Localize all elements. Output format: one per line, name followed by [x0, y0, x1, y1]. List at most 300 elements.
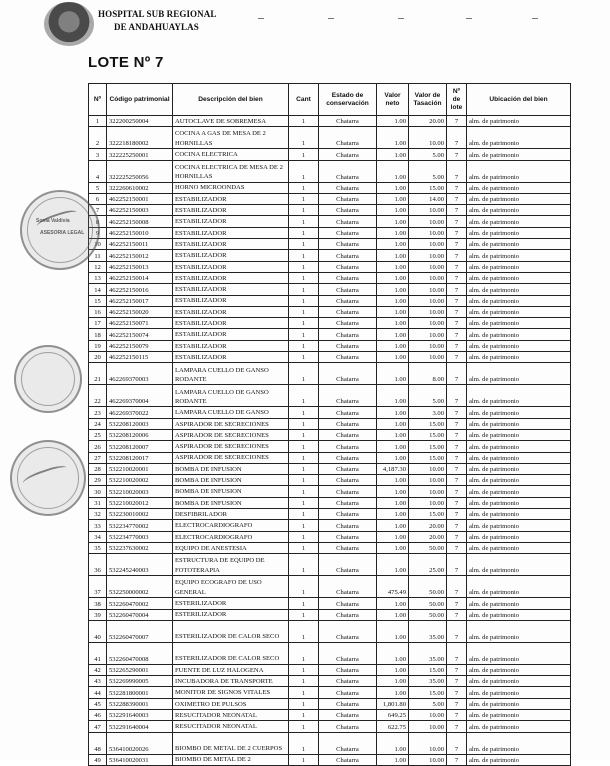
cell-appraisal-value: 10.00: [409, 754, 447, 765]
cell-condition: Chatarra: [319, 205, 377, 216]
cell-quantity: 1: [289, 116, 319, 127]
cell-description: COCINA A GAS DE MESA DE 2 HORNILLAS: [173, 127, 289, 149]
cell-net-value: 622.75: [377, 721, 409, 732]
cell-code: 532234770002: [107, 520, 173, 531]
cell-lot-number: 7: [447, 429, 467, 440]
cell-net-value: 4,187.30: [377, 463, 409, 474]
cell-condition: Chatarra: [319, 284, 377, 295]
table-row: [89, 250, 571, 261]
cell-lot-number: 7: [447, 452, 467, 463]
cell-description: MONITOR DE SIGNOS VITALES: [173, 687, 289, 698]
cell-condition: Chatarra: [319, 732, 377, 754]
cell-condition: Chatarra: [319, 486, 377, 497]
table-row: [89, 441, 571, 452]
cell-appraisal-value: 10.00: [409, 709, 447, 720]
cell-lot-number: 7: [447, 250, 467, 261]
table-row: [89, 329, 571, 340]
cell-lot-number: 7: [447, 205, 467, 216]
header-mark: [328, 18, 334, 19]
cell-condition: Chatarra: [319, 272, 377, 283]
table-row: [89, 205, 571, 216]
cell-quantity: 1: [289, 182, 319, 193]
cell-number: 11: [89, 250, 107, 261]
cell-code: 532260470004: [107, 609, 173, 620]
cell-appraisal-value: 5.00: [409, 149, 447, 160]
table-header-row: [89, 84, 571, 116]
cell-number: 22: [89, 385, 107, 407]
lot-title: LOTE Nº 7: [88, 54, 164, 71]
cell-net-value: 1.00: [377, 754, 409, 765]
cell-code: 532237630002: [107, 542, 173, 553]
cell-net-value: 1.00: [377, 687, 409, 698]
cell-number: 9: [89, 227, 107, 238]
cell-net-value: 1.00: [377, 609, 409, 620]
cell-net-value: 1.00: [377, 352, 409, 363]
cell-quantity: 1: [289, 227, 319, 238]
cell-appraisal-value: 10.00: [409, 486, 447, 497]
cell-code: 322218180002: [107, 127, 173, 149]
table-row: [89, 352, 571, 363]
cell-description: ESTABILIZADOR: [173, 250, 289, 261]
cell-location: alm. de patrimonio: [467, 306, 571, 317]
cell-net-value: 1.00: [377, 520, 409, 531]
cell-quantity: 1: [289, 509, 319, 520]
table-row: [89, 227, 571, 238]
cell-location: alm. de patrimonio: [467, 284, 571, 295]
cell-net-value: 1.00: [377, 284, 409, 295]
cell-condition: Chatarra: [319, 463, 377, 474]
cell-net-value: 1.00: [377, 531, 409, 542]
cell-number: 27: [89, 452, 107, 463]
col-header-description: Descripción del bien: [173, 84, 289, 116]
cell-lot-number: 7: [447, 160, 467, 182]
cell-net-value: 1.00: [377, 598, 409, 609]
cell-quantity: 1: [289, 486, 319, 497]
cell-condition: Chatarra: [319, 664, 377, 675]
cell-lot-number: 7: [447, 352, 467, 363]
cell-location: alm. de patrimonio: [467, 149, 571, 160]
cell-code: 532210020002: [107, 475, 173, 486]
cell-number: 16: [89, 306, 107, 317]
cell-description: ESTRUCTURA DE EQUIPO DE FOTOTERAPIA: [173, 554, 289, 576]
cell-condition: Chatarra: [319, 160, 377, 182]
cell-number: 32: [89, 509, 107, 520]
cell-description: ESTABILIZADOR: [173, 193, 289, 204]
cell-location: alm. de patrimonio: [467, 531, 571, 542]
cell-number: 47: [89, 721, 107, 732]
cell-code: 462252150115: [107, 352, 173, 363]
cell-quantity: 1: [289, 709, 319, 720]
cell-description: ESTERILIZADOR DE CALOR SECO: [173, 620, 289, 642]
cell-lot-number: 7: [447, 418, 467, 429]
cell-net-value: 1.00: [377, 676, 409, 687]
cell-net-value: 1.00: [377, 554, 409, 576]
table-row: [89, 193, 571, 204]
cell-appraisal-value: 15.00: [409, 441, 447, 452]
table-row: [89, 698, 571, 709]
cell-description: ESTABILIZADOR: [173, 261, 289, 272]
cell-location: alm. de patrimonio: [467, 340, 571, 351]
inventory-table: [88, 83, 571, 766]
table-row: [89, 687, 571, 698]
cell-description: BOMBA DE INFUSION: [173, 497, 289, 508]
cell-condition: Chatarra: [319, 250, 377, 261]
hospital-name-line1: HOSPITAL SUB REGIONAL: [98, 9, 217, 19]
table-row: [89, 520, 571, 531]
cell-appraisal-value: 10.00: [409, 295, 447, 306]
cell-quantity: 1: [289, 318, 319, 329]
cell-description: ESTABILIZADOR: [173, 318, 289, 329]
cell-appraisal-value: 15.00: [409, 687, 447, 698]
cell-quantity: 1: [289, 340, 319, 351]
cell-code: 462252150001: [107, 193, 173, 204]
cell-location: alm. de patrimonio: [467, 127, 571, 149]
cell-number: 42: [89, 664, 107, 675]
cell-code: 462252150003: [107, 205, 173, 216]
cell-appraisal-value: 25.00: [409, 554, 447, 576]
cell-appraisal-value: 10.00: [409, 205, 447, 216]
cell-condition: Chatarra: [319, 754, 377, 765]
cell-lot-number: 7: [447, 520, 467, 531]
cell-condition: Chatarra: [319, 116, 377, 127]
header-mark: [258, 18, 264, 19]
cell-number: 29: [89, 475, 107, 486]
cell-condition: Chatarra: [319, 182, 377, 193]
cell-code: 322200250004: [107, 116, 173, 127]
cell-number: 26: [89, 441, 107, 452]
cell-net-value: 1.00: [377, 160, 409, 182]
cell-code: 532250000002: [107, 576, 173, 598]
table-row: [89, 721, 571, 732]
cell-condition: Chatarra: [319, 407, 377, 418]
cell-quantity: 1: [289, 497, 319, 508]
cell-number: 45: [89, 698, 107, 709]
cell-location: alm. de patrimonio: [467, 509, 571, 520]
cell-lot-number: 7: [447, 261, 467, 272]
cell-location: alm. de patrimonio: [467, 363, 571, 385]
cell-condition: Chatarra: [319, 520, 377, 531]
cell-appraisal-value: 10.00: [409, 239, 447, 250]
cell-quantity: 1: [289, 193, 319, 204]
cell-net-value: 1.00: [377, 193, 409, 204]
cell-number: 30: [89, 486, 107, 497]
cell-code: 532210020012: [107, 497, 173, 508]
cell-location: alm. de patrimonio: [467, 418, 571, 429]
cell-description: LAMPARA CUELLO DE GANSO: [173, 407, 289, 418]
cell-lot-number: 7: [447, 754, 467, 765]
cell-number: 3: [89, 149, 107, 160]
seal-role: ASESORIA LEGAL: [40, 230, 85, 236]
cell-net-value: 1.00: [377, 664, 409, 675]
table-row: [89, 509, 571, 520]
cell-lot-number: 7: [447, 463, 467, 474]
table-row: [89, 531, 571, 542]
cell-location: alm. de patrimonio: [467, 554, 571, 576]
cell-quantity: 1: [289, 272, 319, 283]
seal-name: Sonia Valdivia: [36, 218, 70, 224]
cell-location: alm. de patrimonio: [467, 182, 571, 193]
col-header-code: Código patrimonial: [107, 84, 173, 116]
cell-lot-number: 7: [447, 227, 467, 238]
cell-code: 532208120003: [107, 418, 173, 429]
table-row: [89, 340, 571, 351]
cell-description: DESFIBRILADOR: [173, 509, 289, 520]
cell-location: alm. de patrimonio: [467, 216, 571, 227]
cell-description: ESTABILIZADOR: [173, 329, 289, 340]
cell-condition: Chatarra: [319, 620, 377, 642]
header-mark: [532, 18, 538, 19]
table-row: [89, 407, 571, 418]
cell-quantity: 1: [289, 407, 319, 418]
cell-net-value: 1.00: [377, 182, 409, 193]
cell-code: 462252150014: [107, 272, 173, 283]
cell-condition: Chatarra: [319, 385, 377, 407]
cell-code: 532210020003: [107, 486, 173, 497]
cell-quantity: 1: [289, 352, 319, 363]
cell-code: 462252150074: [107, 329, 173, 340]
cell-condition: Chatarra: [319, 542, 377, 553]
cell-lot-number: 7: [447, 497, 467, 508]
cell-lot-number: 7: [447, 216, 467, 227]
cell-lot-number: 7: [447, 385, 467, 407]
cell-condition: Chatarra: [319, 709, 377, 720]
cell-quantity: 1: [289, 576, 319, 598]
cell-condition: Chatarra: [319, 216, 377, 227]
cell-number: 23: [89, 407, 107, 418]
cell-location: alm. de patrimonio: [467, 497, 571, 508]
cell-lot-number: 7: [447, 284, 467, 295]
cell-net-value: 1.00: [377, 205, 409, 216]
cell-code: 462252150079: [107, 340, 173, 351]
cell-net-value: 1.00: [377, 363, 409, 385]
cell-quantity: 1: [289, 250, 319, 261]
cell-code: 532288390001: [107, 698, 173, 709]
cell-quantity: 1: [289, 160, 319, 182]
cell-lot-number: 7: [447, 709, 467, 720]
cell-location: alm. de patrimonio: [467, 193, 571, 204]
cell-number: 37: [89, 576, 107, 598]
cell-location: alm. de patrimonio: [467, 295, 571, 306]
hospital-logo: [44, 2, 94, 46]
cell-code: 532208120007: [107, 441, 173, 452]
cell-code: 462252150008: [107, 216, 173, 227]
table-row: [89, 620, 571, 642]
cell-appraisal-value: 5.00: [409, 385, 447, 407]
cell-number: 35: [89, 542, 107, 553]
cell-number: 5: [89, 182, 107, 193]
cell-appraisal-value: 15.00: [409, 418, 447, 429]
cell-quantity: 1: [289, 698, 319, 709]
cell-appraisal-value: 10.00: [409, 329, 447, 340]
cell-condition: Chatarra: [319, 609, 377, 620]
cell-lot-number: 7: [447, 598, 467, 609]
cell-quantity: 1: [289, 429, 319, 440]
cell-lot-number: 7: [447, 509, 467, 520]
cell-location: alm. de patrimonio: [467, 385, 571, 407]
cell-description: ASPIRADOR DE SECRECIONES: [173, 418, 289, 429]
cell-number: 25: [89, 429, 107, 440]
cell-quantity: 1: [289, 609, 319, 620]
cell-location: alm. de patrimonio: [467, 272, 571, 283]
cell-condition: Chatarra: [319, 329, 377, 340]
cell-location: alm. de patrimonio: [467, 664, 571, 675]
cell-lot-number: 7: [447, 407, 467, 418]
cell-location: alm. de patrimonio: [467, 642, 571, 664]
cell-quantity: 1: [289, 598, 319, 609]
cell-lot-number: 7: [447, 576, 467, 598]
cell-condition: Chatarra: [319, 306, 377, 317]
cell-quantity: 1: [289, 554, 319, 576]
cell-number: 31: [89, 497, 107, 508]
cell-net-value: 1.00: [377, 475, 409, 486]
cell-appraisal-value: 14.00: [409, 193, 447, 204]
cell-description: ESTABILIZADOR: [173, 306, 289, 317]
cell-description: ESTABILIZADOR: [173, 340, 289, 351]
cell-appraisal-value: 20.00: [409, 116, 447, 127]
cell-quantity: 1: [289, 284, 319, 295]
cell-lot-number: 7: [447, 182, 467, 193]
col-header-quantity: Cant: [289, 84, 319, 116]
cell-condition: Chatarra: [319, 475, 377, 486]
cell-net-value: 1,801.80: [377, 698, 409, 709]
cell-code: 532260470008: [107, 642, 173, 664]
cell-net-value: 1.00: [377, 329, 409, 340]
cell-number: 36: [89, 554, 107, 576]
table-row: [89, 554, 571, 576]
cell-description: HORNO MICROONDAS: [173, 182, 289, 193]
cell-quantity: 1: [289, 664, 319, 675]
cell-net-value: 1.00: [377, 542, 409, 553]
cell-appraisal-value: 20.00: [409, 520, 447, 531]
cell-number: 41: [89, 642, 107, 664]
cell-number: 4: [89, 160, 107, 182]
cell-appraisal-value: 50.00: [409, 542, 447, 553]
cell-location: alm. de patrimonio: [467, 475, 571, 486]
cell-quantity: 1: [289, 463, 319, 474]
cell-number: 28: [89, 463, 107, 474]
cell-code: 322225250001: [107, 149, 173, 160]
cell-quantity: 1: [289, 216, 319, 227]
cell-location: alm. de patrimonio: [467, 463, 571, 474]
cell-lot-number: 7: [447, 340, 467, 351]
cell-location: alm. de patrimonio: [467, 576, 571, 598]
cell-description: ESTERILIZADOR: [173, 598, 289, 609]
cell-description: ESTABILIZADOR: [173, 272, 289, 283]
cell-lot-number: 7: [447, 542, 467, 553]
cell-location: alm. de patrimonio: [467, 429, 571, 440]
cell-location: alm. de patrimonio: [467, 709, 571, 720]
cell-code: 462269370022: [107, 407, 173, 418]
cell-lot-number: 7: [447, 475, 467, 486]
table-row: [89, 182, 571, 193]
cell-net-value: 1.00: [377, 295, 409, 306]
cell-description: ASPIRADOR DE SECRECIONES: [173, 441, 289, 452]
cell-quantity: 1: [289, 385, 319, 407]
cell-location: alm. de patrimonio: [467, 250, 571, 261]
cell-number: 33: [89, 520, 107, 531]
cell-description: ESTABILIZADOR: [173, 239, 289, 250]
table-row: [89, 149, 571, 160]
cell-code: 462252150020: [107, 306, 173, 317]
cell-description: EQUIPO DE ANESTESIA: [173, 542, 289, 553]
cell-code: 532265290001: [107, 664, 173, 675]
table-row: [89, 486, 571, 497]
cell-condition: Chatarra: [319, 227, 377, 238]
cell-quantity: 1: [289, 441, 319, 452]
col-header-net-value: Valor neto: [377, 84, 409, 116]
cell-net-value: 1.00: [377, 620, 409, 642]
cell-net-value: 1.00: [377, 509, 409, 520]
table-row: [89, 160, 571, 182]
cell-net-value: 1.00: [377, 127, 409, 149]
cell-description: LAMPARA CUELLO DE GANSO RODANTE: [173, 363, 289, 385]
cell-condition: Chatarra: [319, 418, 377, 429]
cell-number: 6: [89, 193, 107, 204]
cell-description: ESTABILIZADOR: [173, 284, 289, 295]
cell-lot-number: 7: [447, 116, 467, 127]
cell-appraisal-value: 5.00: [409, 160, 447, 182]
cell-code: 462269370004: [107, 385, 173, 407]
cell-description: ESTABILIZADOR: [173, 216, 289, 227]
cell-description: ESTABILIZADOR: [173, 205, 289, 216]
cell-description: ESTABILIZADOR: [173, 227, 289, 238]
cell-location: alm. de patrimonio: [467, 329, 571, 340]
cell-appraisal-value: 10.00: [409, 340, 447, 351]
cell-code: 532281800001: [107, 687, 173, 698]
cell-condition: Chatarra: [319, 598, 377, 609]
cell-number: 49: [89, 754, 107, 765]
cell-number: 15: [89, 295, 107, 306]
cell-lot-number: 7: [447, 721, 467, 732]
cell-quantity: 1: [289, 676, 319, 687]
cell-condition: Chatarra: [319, 554, 377, 576]
cell-description: LAMPARA CUELLO DE GANSO RODANTE: [173, 385, 289, 407]
table-row: [89, 676, 571, 687]
cell-code: 532208120017: [107, 452, 173, 463]
cell-description: ESTERILIZADOR DE CALOR SECO: [173, 642, 289, 664]
cell-code: 462252150010: [107, 227, 173, 238]
table-row: [89, 127, 571, 149]
cell-net-value: 1.00: [377, 642, 409, 664]
cell-description: BOMBA DE INFUSION: [173, 486, 289, 497]
cell-appraisal-value: 10.00: [409, 250, 447, 261]
cell-lot-number: 7: [447, 609, 467, 620]
cell-code: 322225250056: [107, 160, 173, 182]
cell-quantity: 1: [289, 239, 319, 250]
cell-location: alm. de patrimonio: [467, 698, 571, 709]
cell-number: 14: [89, 284, 107, 295]
cell-lot-number: 7: [447, 687, 467, 698]
cell-appraisal-value: 15.00: [409, 182, 447, 193]
cell-appraisal-value: 35.00: [409, 642, 447, 664]
cell-location: alm. de patrimonio: [467, 620, 571, 642]
cell-net-value: 1.00: [377, 227, 409, 238]
table-row: [89, 664, 571, 675]
cell-lot-number: 7: [447, 642, 467, 664]
cell-number: 17: [89, 318, 107, 329]
cell-location: alm. de patrimonio: [467, 542, 571, 553]
cell-code: 462252150013: [107, 261, 173, 272]
official-seal-stamp: [14, 345, 82, 413]
table-row: [89, 318, 571, 329]
cell-net-value: 1.00: [377, 116, 409, 127]
table-row: [89, 452, 571, 463]
cell-appraisal-value: 15.00: [409, 509, 447, 520]
table-row: [89, 598, 571, 609]
cell-description: BOMBA DE INFUSION: [173, 475, 289, 486]
cell-net-value: 1.00: [377, 429, 409, 440]
cell-lot-number: 7: [447, 486, 467, 497]
